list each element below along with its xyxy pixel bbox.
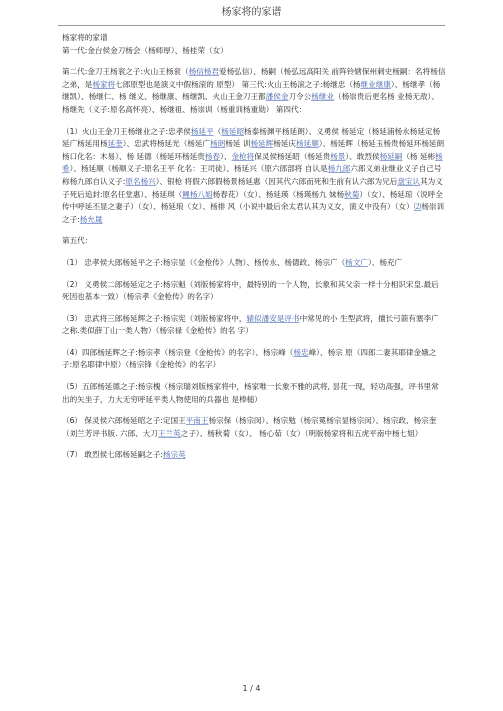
- inline-link[interactable]: 杨景: [330, 151, 346, 161]
- inline-link[interactable]: 王兰英: [157, 428, 181, 438]
- text-run: 刀令公: [288, 92, 312, 102]
- text-run: 爱杨弘信）、杨嗣（杨弘远高阳关 前阵铃辖保州刺史杨嗣：名将杨信之弟，是: [62, 67, 446, 89]
- text-run: （1） 忠孝侯大郎杨延平之子:杨宗显（《金枪传》人物）、杨传永、杨德政、杨宗广（: [62, 257, 346, 267]
- text-run: ）（女）、杨延琼（说呼全传中呼延丕显之妻子）（女）、杨延琅（女）、杨排 风（小说中最后余太君认其为义女，演义中没有）（女）: [62, 189, 443, 212]
- inline-link[interactable]: 辕似潘安是评书: [246, 313, 300, 323]
- text-run: ）、银枪 将假六郎假杨景杨延惠（因其代六郎而死和生前有认六郎为兄后: [155, 176, 398, 186]
- spacer: [62, 406, 446, 415]
- text-run: 杨泰杨渊平杨延朗）、义勇侯 杨延定（杨延浦杨永杨延定杨延广杨延用杨: [62, 126, 441, 149]
- text-run: 七郎原型也是演义中假杨滚的 原型） 第三代:火山王杨滚之子:杨继忠（杨: [115, 79, 361, 89]
- inline-link[interactable]: 杨继业: [311, 92, 334, 102]
- text-run: 杨延 训: [225, 139, 251, 149]
- inline-link[interactable]: 杨延顺: [296, 139, 319, 149]
- spacer: [62, 372, 446, 381]
- text-run: 保灵侯杨延昭（杨延贵: [254, 151, 331, 161]
- inline-link[interactable]: 杨延嗣: [379, 151, 403, 161]
- text-run: 杨崇训之子:: [62, 202, 445, 224]
- gen5-item-4: [62, 347, 446, 372]
- inline-link[interactable]: 杨九郎: [327, 164, 351, 174]
- gen5-item-1: [62, 257, 446, 270]
- inline-link[interactable]: 杨家将: [92, 79, 116, 89]
- text-run: （5）五郎杨延德之子:杨宗槐（杨宗瑞刘版杨家将中，杨家唯一长象不雅的武将, 昙花一现，轻功高强，评书里常出的矢坐子，力大无穷呼延平类人物使用的兵器也 是棒槌）: [62, 382, 439, 404]
- text-run: （杨崇贵后更名杨 业杨无敌）、杨继先（义子:原名高怀亮）、杨继祖、杨崇训（杨重训杨重勋） 第四代：: [62, 92, 439, 114]
- text-run: 其为义 子死后追封:原名任堂惠）、杨延琪（: [62, 176, 443, 199]
- text-run: 第二代:金刀王杨衮之子:火山王杨衮（: [62, 67, 189, 77]
- text-run: （1）火山王金刀王杨继业之子:忠孝侯: [62, 126, 191, 136]
- inline-link[interactable]: 杨信杨君: [188, 67, 219, 77]
- inline-link[interactable]: 秋菊: [344, 189, 360, 199]
- spacer: [62, 338, 446, 347]
- inline-link[interactable]: 潘侯金: [265, 92, 289, 102]
- text-run: （4）四郎杨延辉之子:杨宗孝（杨宗登《金枪传》的名字）、杨宗峰（: [62, 347, 294, 357]
- text-run: ）、杨延顺（杨顺义子:原名王平 化名：王司徒）、杨延兴（原六郎部将 自认是: [69, 164, 328, 174]
- doc-heading: 杨家将的家谱: [62, 33, 108, 42]
- inline-link[interactable]: 盘宝认: [397, 176, 421, 186]
- spacer: [62, 117, 446, 126]
- text-run: 之子）、杨秋菊（女）、 杨心茹（女）（明版杨家将和五虎平南中杨七姐）: [180, 428, 423, 438]
- text-run: 杨延庆: [273, 139, 297, 149]
- page-number: [0, 684, 503, 693]
- text-run: ）、忠武将杨延光（杨延广: [122, 139, 211, 149]
- inline-link[interactable]: 杨忠: [293, 347, 309, 357]
- gen4-paragraph: [62, 126, 446, 227]
- document-body: [62, 32, 446, 462]
- page-header: [0, 0, 503, 26]
- text-run: 杨宗保（杨宗闵）、杨宗勉（杨宗冕杨宗显杨宗闵）、杨宗政、杨宗奎（刘兰芳评书版. 六郎、大刀: [62, 416, 437, 438]
- inline-link[interactable]: 杨文广: [345, 257, 368, 267]
- inline-link[interactable]: 杨延昭: [221, 126, 245, 136]
- text-run: ）、杨充广: [367, 257, 403, 267]
- inline-link[interactable]: 继业继康: [360, 79, 391, 89]
- text-run: （7） 敢烈侯七郎杨延嗣之子:: [62, 450, 163, 460]
- inline-link[interactable]: 杨允晟: [79, 214, 103, 224]
- inline-link[interactable]: 平南王: [185, 416, 209, 426]
- gen1-paragraph: 第一代:金台侯金刀杨会（杨师厚）、杨桂荣（女）: [62, 45, 228, 55]
- text-run: （杨 延彬: [402, 151, 436, 161]
- inline-link[interactable]: 杨宗英: [162, 450, 186, 460]
- text-run: 杨春花）（女）、杨延瑛（杨瑛杨九 妹杨: [212, 189, 345, 199]
- spacer: [62, 57, 446, 66]
- inline-link[interactable]: 杨延辉: [250, 139, 274, 149]
- inline-link[interactable]: 鲤杨八姐: [182, 189, 213, 199]
- gen5-item-3: [62, 313, 446, 338]
- text-run: （2） 义勇侯二郎杨延定之子:杨宗魁（刘版杨家将中，最特别的一个人物，长象和其父亲一样十分相识宋皇.最后死因也基本一致）（杨宗孝《金枪传》的名字）: [62, 279, 439, 302]
- inline-link[interactable]: 原名杨兴: [125, 176, 156, 186]
- header-divider: [58, 25, 445, 26]
- text-run: （: [213, 126, 222, 136]
- inline-link[interactable]: 杨春: [204, 151, 221, 161]
- header-title: 杨家将的家谱: [221, 7, 282, 18]
- gen2-paragraph: [62, 66, 446, 116]
- text-run: （3） 忠武将三郎杨延辉之子:杨宗宪（刘版杨家将中，: [62, 313, 247, 323]
- gen5-item-5: [62, 381, 446, 406]
- spacer: [62, 304, 446, 313]
- gen5-item-6: [62, 415, 446, 440]
- inline-link[interactable]: 金枪将: [231, 151, 255, 161]
- text-run: ）、敢烈侯: [345, 151, 380, 161]
- text-run: 六郎义弟业继业义子自己号称杨九郎自认义子:: [62, 164, 442, 186]
- spacer: [62, 248, 446, 257]
- text-run: 峰）、杨宗 原（四郎二妻其耶律金娥之子:原名耶律中原）（杨宗锋《金枪传》的名字）: [62, 347, 437, 370]
- gen5-heading: 第五代：: [62, 236, 93, 246]
- text-run: （6） 保灵侯六郎杨延昭之子:定国王: [62, 416, 186, 426]
- page-number-text: 1 / 4: [242, 684, 261, 693]
- inline-link[interactable]: 杨朗: [210, 139, 226, 149]
- spacer: [62, 270, 446, 279]
- spacer: [62, 226, 446, 235]
- gen5-item-7: [62, 449, 446, 462]
- inline-link[interactable]: 延奎: [107, 139, 123, 149]
- text-run: 中常见的小 生型武将，擅长弓箭有塞李广之称.类似薛丁山一类人物）（杨宗禄《金枪传》的名 字）: [62, 313, 439, 336]
- text-run: ）、: [220, 151, 232, 161]
- spacer: [62, 440, 446, 449]
- gen5-item-2: [62, 279, 446, 304]
- inline-link[interactable]: ⑵: [413, 202, 422, 212]
- inline-link[interactable]: 杨延平: [190, 126, 214, 136]
- inline-link[interactable]: 杨希: [62, 151, 443, 174]
- text-run: ）、杨延辉（杨延玉杨贵杨延环杨延朗杨口化名：木易）、杨 延德（杨延环杨延贵: [62, 139, 445, 161]
- text-run: ）、杨继孝（杨继凯）、杨继仁、杨 继义、杨继康、杨继凯、火山王金刀王都: [62, 79, 441, 102]
